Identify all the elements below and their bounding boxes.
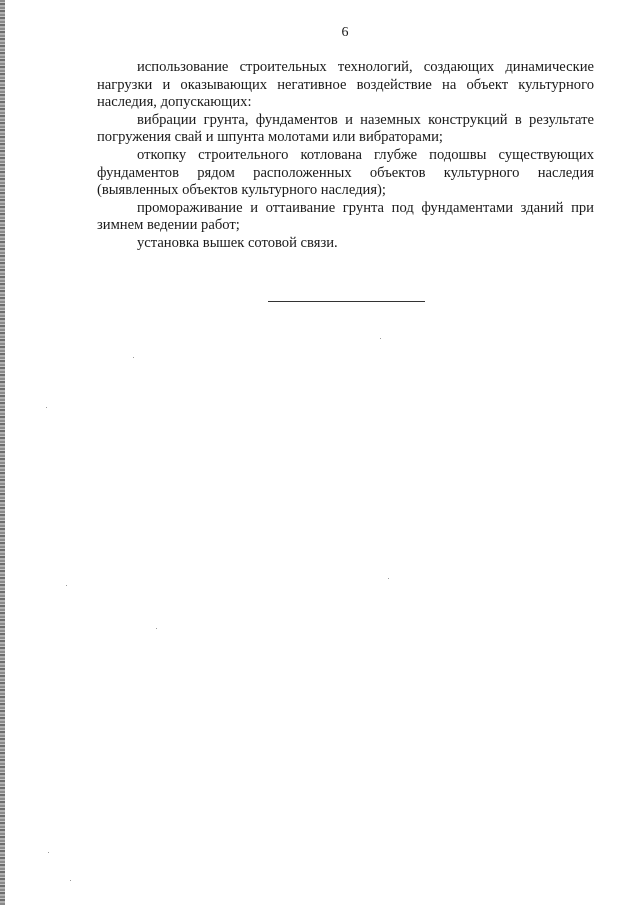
- scan-speck: [388, 578, 389, 579]
- paragraph-freezing: промораживание и оттаивание грунта под фундаментами зданий при зимнем ведении работ;: [97, 199, 594, 234]
- paragraph-vibrations: вибрации грунта, фундаментов и наземных конструкций в результате погружения свай и шпунта молотами или вибраторами;: [97, 111, 594, 146]
- paragraph-technologies: использование строительных технологий, создающих динамические нагрузки и оказывающих негативное воздействие на объект культурного наследия, допускающих:: [97, 59, 594, 111]
- closing-divider: [268, 301, 425, 302]
- scan-speck: [48, 852, 49, 853]
- document-body: [97, 59, 594, 253]
- paragraph-cell-towers: установка вышек сотовой связи.: [137, 234, 338, 251]
- scan-speck: [66, 585, 67, 586]
- page-number: 6: [341, 25, 349, 40]
- scan-speck: [156, 628, 157, 629]
- scan-speck: [380, 338, 381, 339]
- scan-speck: [70, 880, 71, 881]
- paragraph-excavation: откопку строительного котлована глубже подошвы существующих фундаментов рядом расположенных объектов культурного наследия (выявленных объектов культурного наследия);: [97, 146, 594, 199]
- scan-speck: [133, 357, 134, 358]
- scan-binding-edge: [0, 0, 5, 905]
- scan-speck: [46, 407, 47, 408]
